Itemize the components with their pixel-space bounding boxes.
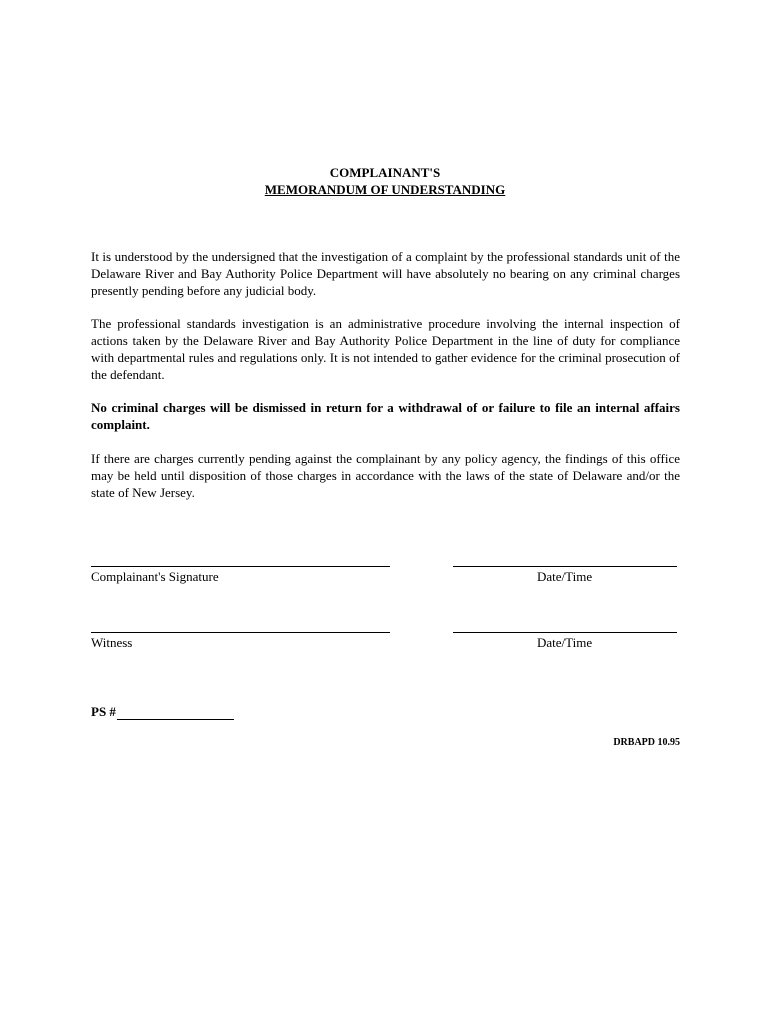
witness-label: Witness (91, 635, 133, 650)
witness-date-line[interactable] (453, 632, 677, 633)
witness-signature-line[interactable] (91, 632, 390, 633)
complainant-date-line[interactable] (453, 566, 677, 567)
paragraph-3-bold: No criminal charges will be dismissed in return for a withdrawal of or failure to file an internal affairs complaint. (91, 400, 680, 432)
paragraph-1: It is understood by the undersigned that the investigation of a complaint by the professional standards unit of the Delaware River and Bay Authority Police Department will have absolutely no bearing on any criminal charges presently pending before any judicial body. (91, 249, 680, 298)
document-title-line2: MEMORANDUM OF UNDERSTANDING (264, 182, 506, 197)
complainant-signature-line[interactable] (91, 566, 390, 567)
document-title-line1: COMPLAINANT'S (329, 165, 441, 180)
ps-label: PS # (91, 704, 116, 719)
complainant-signature-label: Complainant's Signature (91, 569, 219, 584)
paragraph-4: If there are charges currently pending against the complainant by any policy agency, the findings of this office may be held until disposition of those charges in accordance with the laws of the state of Delaware and/or the state of New Jersey. (91, 451, 680, 500)
ps-number-field (91, 703, 234, 720)
date-time-label-2: Date/Time (537, 635, 593, 650)
form-code: DRBAPD 10.95 (613, 737, 680, 748)
paragraph-2: The professional standards investigation is an administrative procedure involving the internal inspection of actions taken by the Delaware River and Bay Authority Police Department in the line of duty for compliance with departmental rules and regulations only. It is not intended to gather evidence for the criminal prosecution of the defendant. (91, 316, 680, 382)
date-time-label-1: Date/Time (537, 569, 593, 584)
ps-number-line[interactable] (117, 707, 234, 720)
